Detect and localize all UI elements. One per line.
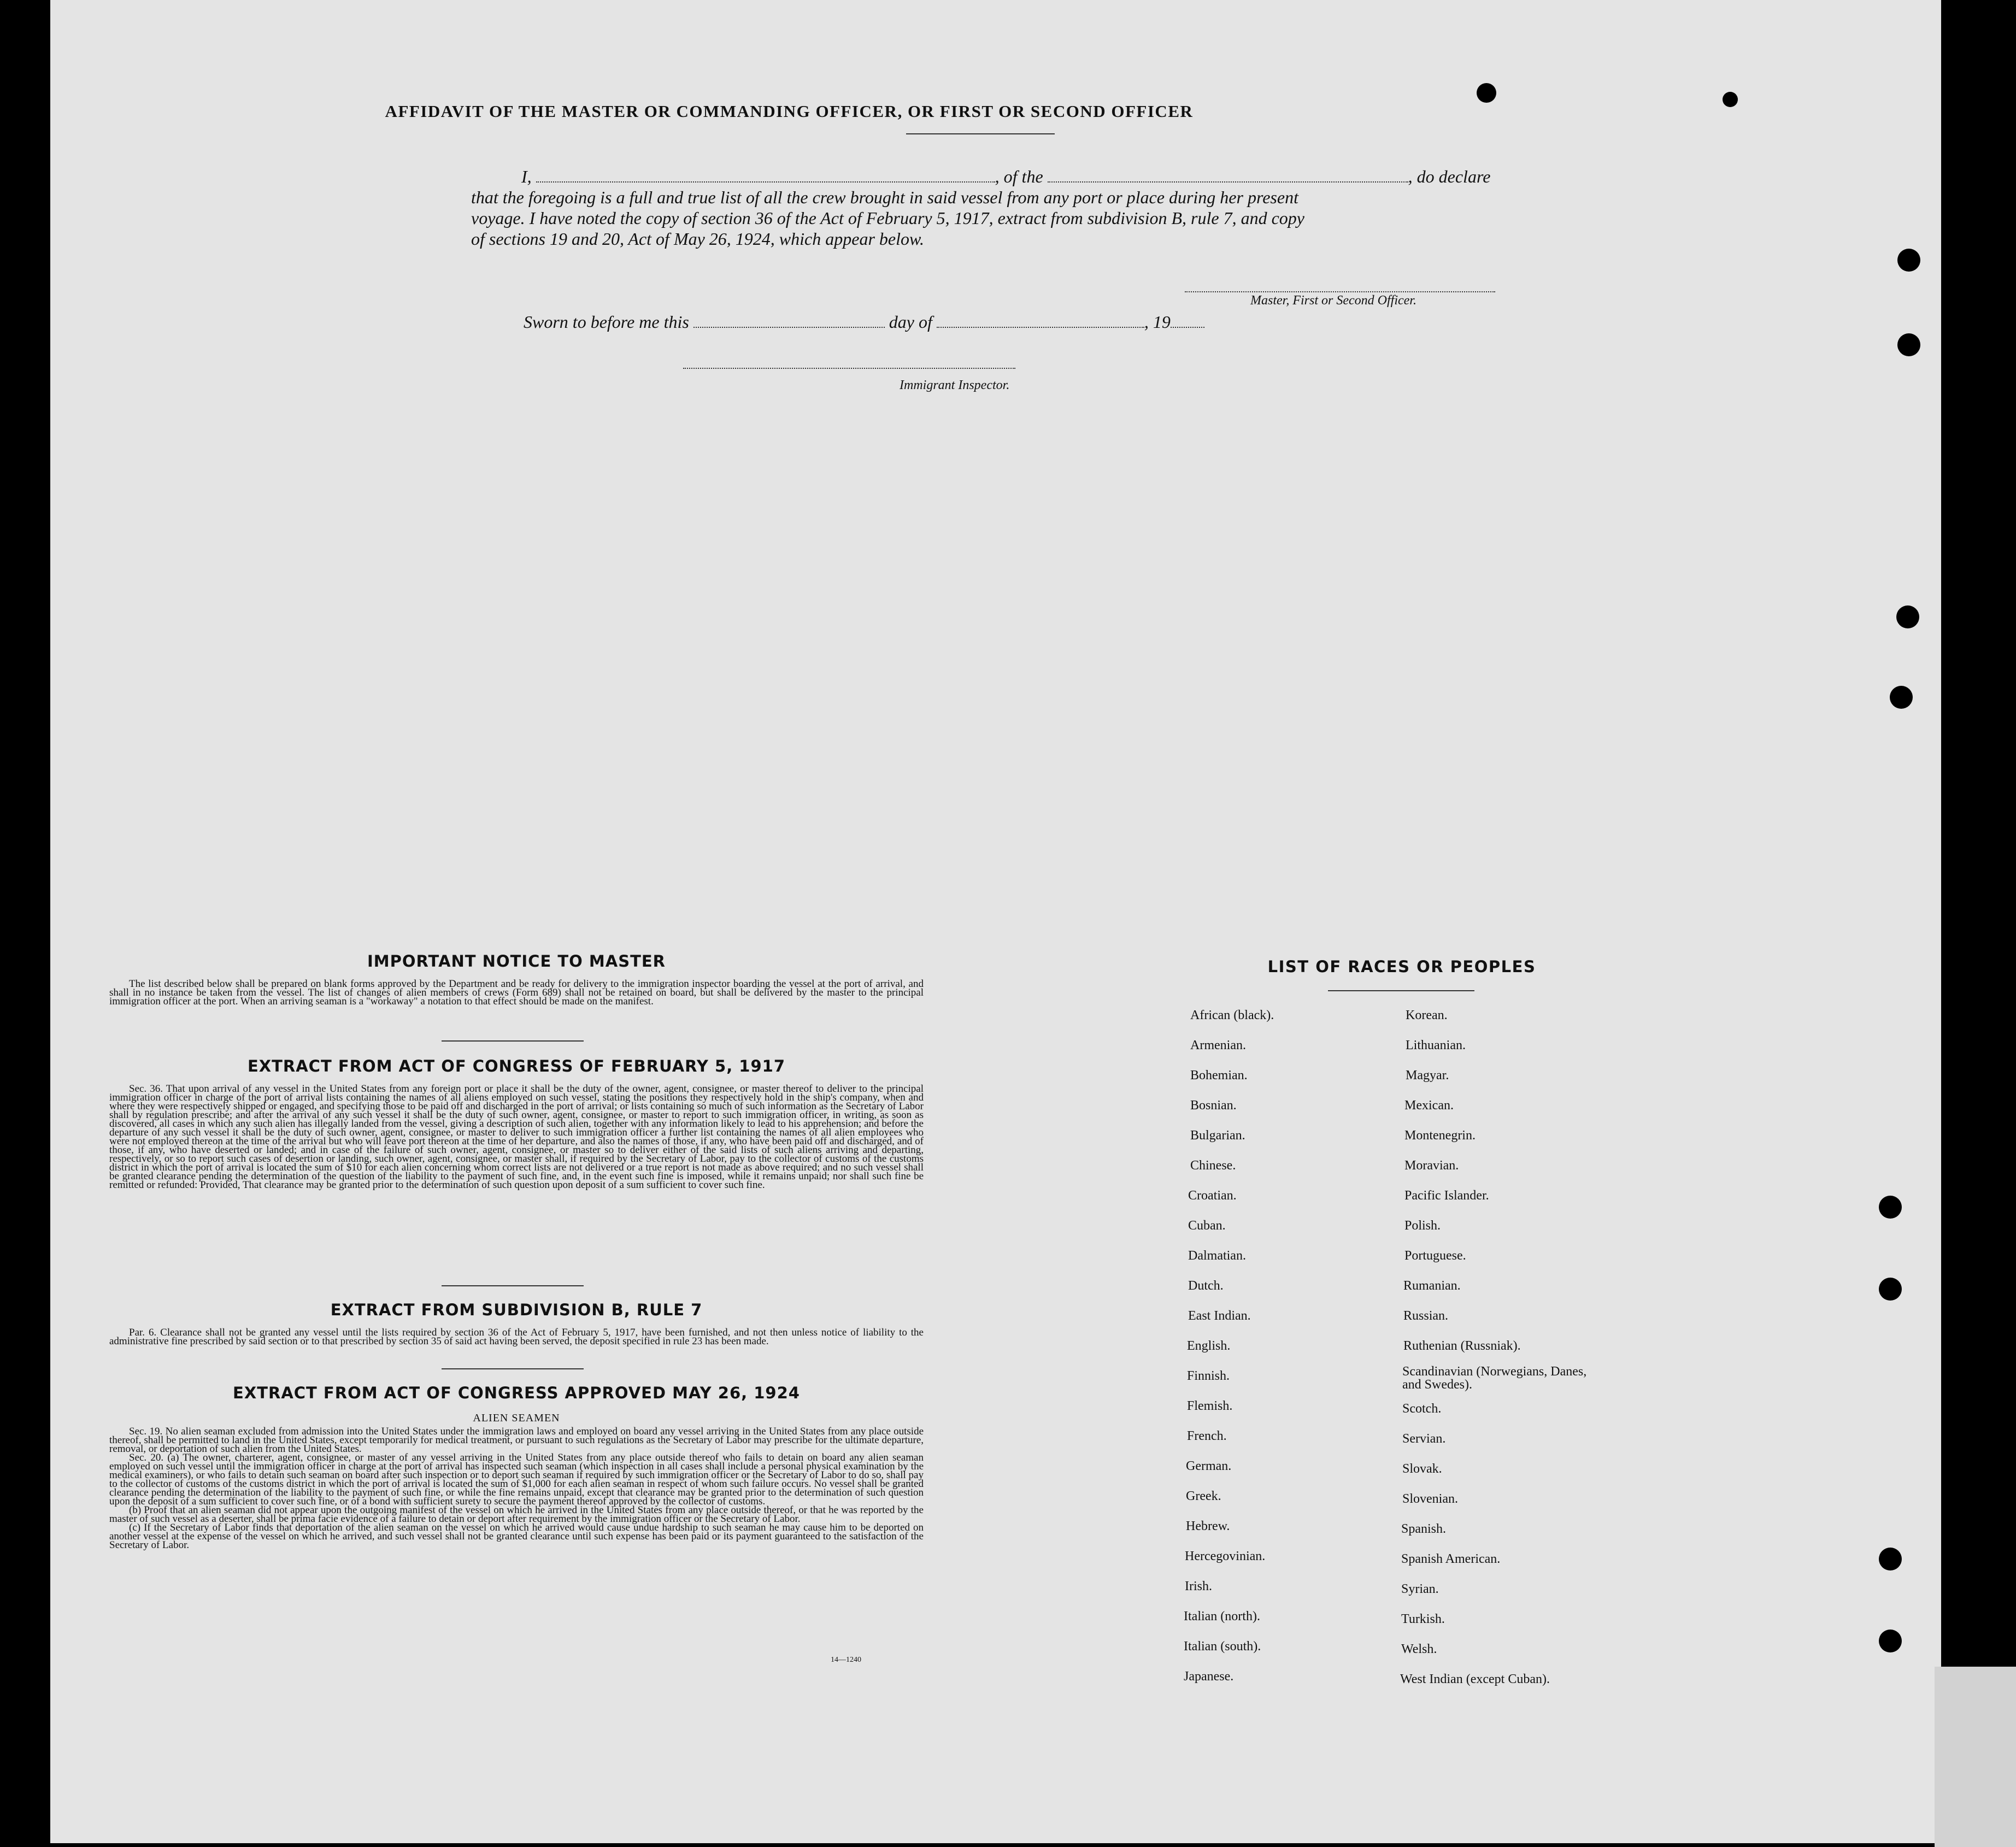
- master-signature-field[interactable]: [1185, 291, 1495, 292]
- master-signature-caption: Master, First or Second Officer.: [1250, 293, 1417, 308]
- race-left-item: Finnish.: [1187, 1369, 1230, 1383]
- sworn-year-field[interactable]: [1171, 311, 1204, 328]
- race-right-item: Mexican.: [1404, 1098, 1454, 1113]
- race-left-item: Dutch.: [1188, 1279, 1224, 1293]
- punch-hole: [1890, 686, 1913, 709]
- of-the-label: , of the: [995, 167, 1043, 186]
- race-right-item: Moravian.: [1404, 1158, 1459, 1173]
- race-left-item: Hebrew.: [1186, 1519, 1230, 1533]
- race-right-item: Ruthenian (Russniak).: [1403, 1339, 1521, 1353]
- race-left-item: African (black).: [1190, 1008, 1274, 1022]
- race-right-item: Scotch.: [1402, 1402, 1442, 1416]
- affidavit-declaration: [471, 166, 1536, 249]
- race-left-item: Cuban.: [1188, 1219, 1226, 1233]
- document-sheet: [50, 0, 1941, 1843]
- notice-body: The list described below shall be prepared on blank forms approved by the Department and be ready for delivery to the immigration inspector boarding the vessel at the port of arrival, and shall in no instance be taken from the vessel. The list of changes of alien members of crews (Form 689) shall not be retained on board, but shall be delivered by the master to the principal immigration officer at the port. When an arriving seaman is a "workaway" a notation to that effect should be made on the manifest.: [109, 978, 924, 1007]
- sec20a-text: Sec. 20. (a) The owner, charterer, agent, consignee, or master of any vessel arriving in the United States from any place outside thereof who fails to detain on board any alien seaman employed on such vessel until the immigration officer in charge at the port of arrival has inspected such seaman (which inspection in all cases shall include a personal physical examination by the medical examiners), or who fails to detain such seaman on board after such inspection or to deport such seaman if required by such immigration officer or the Secretary of Labor to do so, shall pay to the collector of customs of the customs district in which the port of arrival is located the sum of $1,000 for each alien seaman in respect of whom such failure occurs. No vessel shall be granted clearance pending the determination of the liability to the payment of such fine, or while the fine remains unpaid, except that clearance may be granted prior to the determination of such question upon the deposit of a sum sufficient to cover such fine, or of a bond with sufficient surety to secure the payment thereof approved by the collector of customs.: [109, 1452, 924, 1507]
- sworn-statement: [524, 311, 1204, 332]
- race-left-item: Chinese.: [1190, 1158, 1236, 1173]
- sec19-text: Sec. 19. No alien seaman excluded from admission into the United States under the immigration laws and employed on board any vessel arriving in the United States from any place outside thereof, shall be permitted to land in the United States, except temporarily for medical treatment, or pursuant to such regulations as the Secretary of Labor may prescribe for the ultimate departure, removal, or deportation of such alien from the United States.: [109, 1426, 924, 1455]
- race-left-item: East Indian.: [1188, 1309, 1251, 1323]
- section-divider: [442, 1040, 584, 1042]
- race-right-item: Spanish American.: [1401, 1552, 1501, 1566]
- race-right-item: Pacific Islander.: [1404, 1189, 1489, 1203]
- race-right-item: Magyar.: [1406, 1068, 1449, 1083]
- race-left-item: French.: [1187, 1429, 1227, 1443]
- race-right-item: Slovak.: [1402, 1462, 1442, 1476]
- punch-hole: [1879, 1278, 1902, 1301]
- race-right-item: Turkish.: [1401, 1612, 1445, 1626]
- rule7-heading: EXTRACT FROM SUBDIVISION B, RULE 7: [330, 1301, 703, 1319]
- affidavit-title: AFFIDAVIT OF THE MASTER OR COMMANDING OFFICER, OR FIRST OR SECOND OFFICER: [385, 102, 1194, 121]
- race-left-item: Armenian.: [1190, 1038, 1246, 1052]
- race-right-item: Spanish.: [1401, 1522, 1447, 1536]
- notice-heading: IMPORTANT NOTICE TO MASTER: [367, 952, 666, 970]
- race-right-item: Portuguese.: [1404, 1249, 1466, 1263]
- sworn-day-field[interactable]: [693, 311, 885, 328]
- race-left-item: Italian (north).: [1184, 1609, 1260, 1624]
- section-divider: [442, 1368, 584, 1369]
- sworn-label: Sworn to before me this: [524, 312, 689, 332]
- race-right-item: Rumanian.: [1403, 1279, 1461, 1293]
- extract-1924-body: [109, 1427, 924, 1550]
- races-heading: LIST OF RACES OR PEOPLES: [1267, 957, 1536, 976]
- punch-hole: [1879, 1196, 1902, 1219]
- sworn-month-field[interactable]: [937, 311, 1144, 328]
- race-right-item: Russian.: [1403, 1309, 1449, 1323]
- race-right-item: Slovenian.: [1402, 1492, 1458, 1506]
- race-left-item: Bulgarian.: [1190, 1128, 1245, 1143]
- extract-1917-body: Sec. 36. That upon arrival of any vessel in the United States from any foreign port or place it shall be the duty of the owner, agent, consignee, or master thereof to deliver to the principal immigration officer in charge of the port of arrival lists containing the names of all aliens employed on such vessel, stating the positions they respectively hold in the ship's company, when and where they were respectively shipped or engaged, and specifying those to be paid off and discharged in the port of arrival; or lists containing so much of such information as the Secretary of Labor shall by regulation prescribe; and after the arrival of any such vessel it shall be the duty of such owner, agent, consignee, or master to report to such immigration officer, in writing, as soon as discovered, all cases in which any such alien has illegally landed from the vessel, giving a description of such alien, together with any information likely to lead to his apprehension; and before the departure of any such vessel it shall be the duty of such owner, agent, consignee, or master to deliver to such immigration officer a further list containing the names of all alien employees who were not employed thereon at the time of the arrival but who will leave port thereon at the time of her departure, and also the names of those, if any, who have been paid off and discharged, and of those, if any, who have deserted or landed; and in case of the failure of such owner, agent, consignee, or master so to deliver either of the said lists of such aliens arriving and departing, respectively, or so to report such cases of desertion or landing, such owner, agent, consignee, or master shall, if required by the Secretary of Labor, pay to the collector of customs of the customs district in which the port of arrival is located the sum of $10 for each alien concerning whom correct lists are not delivered or a true report is not made as above required; and no such vessel shall be granted clearance pending the determination of the question of the liability to the payment of such fine, and, in the event such fine is imposed, while it remains unpaid; nor shall such fine be remitted or refunded: Provided, That clearance may be granted prior to the determination of such question upon deposit of a sum sufficient to cover such fine.: [109, 1083, 924, 1191]
- race-left-item: Hercegovinian.: [1185, 1549, 1266, 1563]
- inspector-signature-field[interactable]: [683, 368, 1015, 369]
- punch-hole: [1897, 333, 1920, 356]
- race-right-item: Lithuanian.: [1406, 1038, 1466, 1052]
- declarant-name-field[interactable]: [536, 166, 995, 183]
- race-left-item: Irish.: [1185, 1579, 1212, 1593]
- race-right-item: Polish.: [1404, 1219, 1441, 1233]
- race-left-item: Italian (south).: [1184, 1639, 1261, 1654]
- race-right-item: Syrian.: [1401, 1582, 1439, 1596]
- declaration-line-4: of sections 19 and 20, Act of May 26, 1924, which appear below.: [471, 229, 924, 249]
- punch-hole: [1879, 1630, 1902, 1652]
- ink-blot: [1723, 92, 1738, 107]
- race-right-item: Montenegrin.: [1404, 1128, 1476, 1143]
- race-right-item: Servian.: [1402, 1432, 1446, 1446]
- punch-hole: [1879, 1548, 1902, 1570]
- declarant-label: I,: [521, 167, 532, 186]
- day-of-label: day of: [889, 312, 932, 332]
- ink-blot: [1477, 83, 1496, 103]
- race-left-item: Bosnian.: [1190, 1098, 1237, 1113]
- title-divider: [906, 133, 1055, 134]
- alien-seamen-subheading: ALIEN SEAMEN: [473, 1412, 560, 1424]
- race-left-item: German.: [1186, 1459, 1232, 1473]
- races-divider: [1328, 990, 1474, 991]
- race-left-item: Dalmatian.: [1188, 1249, 1246, 1263]
- race-left-item: Flemish.: [1187, 1399, 1233, 1413]
- race-left-item: Croatian.: [1188, 1189, 1237, 1203]
- declaration-line-3: voyage. I have noted the copy of section 36 of the Act of February 5, 1917, extract from subdivision B, rule 7, and copy: [471, 208, 1304, 228]
- race-left-item: Bohemian.: [1190, 1068, 1248, 1083]
- race-right-item: Scandinavian (Norwegians, Danes, and Swedes).: [1402, 1364, 1587, 1392]
- race-right-item: Welsh.: [1401, 1642, 1437, 1656]
- page-edge: [1935, 1667, 2016, 1847]
- punch-hole: [1896, 605, 1919, 628]
- punch-hole: [1897, 249, 1920, 272]
- race-left-item: Greek.: [1186, 1489, 1221, 1503]
- race-left-item: Japanese.: [1184, 1669, 1234, 1684]
- race-right-item: West Indian (except Cuban).: [1400, 1672, 1550, 1686]
- do-declare-label: , do declare: [1408, 167, 1491, 186]
- inspector-caption: Immigrant Inspector.: [900, 378, 1010, 392]
- sec20b-text: (b) Proof that an alien seaman did not appear upon the outgoing manifest of the vessel on which he arrived in the United States from any place outside thereof, or that he was reported by the master of such vessel as a deserter, shall be prima facie evidence of a failure to detain or deport after requirement by the immigration officer or the Secretary of Labor.: [109, 1504, 924, 1525]
- rule7-body: Par. 6. Clearance shall not be granted any vessel until the lists required by section 36 of the Act of February 5, 1917, have been furnished, and not then unless notice of liability to the administrative fine prescribed by said section or to that prescribed by section 35 of said act having been served, the deposit specified in rule 23 has been made.: [109, 1327, 924, 1347]
- sec20c-text: (c) If the Secretary of Labor finds that deportation of the alien seaman on the vessel on which he arrived would cause undue hardship to such seaman he may cause him to be deported on another vessel at the expense of the vessel on which he arrived, and such vessel shall not be granted clearance until such expense has been paid or its payment guaranteed to the satisfaction of the Secretary of Labor.: [109, 1522, 924, 1551]
- extract-1917-heading: EXTRACT FROM ACT OF CONGRESS OF FEBRUARY 5, 1917: [247, 1057, 786, 1075]
- declaration-line-2: that the foregoing is a full and true list of all the crew brought in said vessel from any port or place during her present: [471, 187, 1298, 207]
- extract-1924-heading: EXTRACT FROM ACT OF CONGRESS APPROVED MAY 26, 1924: [233, 1384, 800, 1402]
- race-right-item: Korean.: [1406, 1008, 1448, 1022]
- form-number: 14—1240: [831, 1656, 861, 1664]
- section-divider: [442, 1285, 584, 1286]
- race-left-item: English.: [1187, 1339, 1231, 1353]
- vessel-name-field[interactable]: [1048, 166, 1408, 183]
- year-prefix-label: , 19: [1144, 312, 1171, 332]
